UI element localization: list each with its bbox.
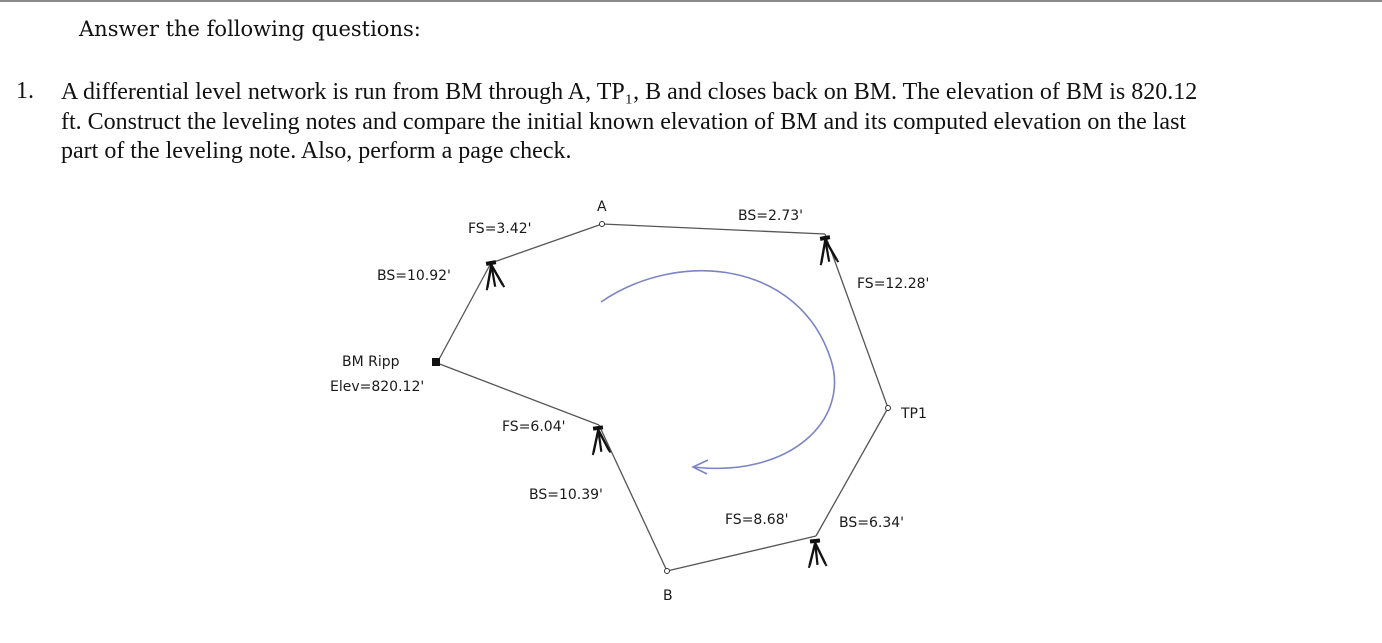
line-station3-to-b: [667, 536, 816, 571]
label-point-b: B: [663, 588, 673, 604]
bm-marker-icon: [432, 358, 440, 366]
label-bs-10.39: BS=10.39': [529, 487, 603, 503]
line-station4-to-bm: [437, 363, 599, 425]
label-fs-3.42: FS=3.42': [468, 221, 532, 237]
direction-arrow: [601, 271, 835, 469]
point-a-marker-icon: [600, 222, 605, 227]
line-a-to-station2: [602, 224, 825, 234]
point-b-marker-icon: [665, 569, 670, 574]
label-bs-6.34: BS=6.34': [839, 515, 904, 531]
level-instrument-icon: [806, 538, 827, 568]
label-bm-name: BM Ripp: [342, 354, 400, 370]
label-bs-2.73: BS=2.73': [738, 208, 803, 224]
section-heading: Answer the following questions:: [79, 17, 421, 41]
label-bm-elevation: Elev=820.12': [330, 379, 425, 395]
question-line: ft. Construct the leveling notes and compare the initial known elevation of BM and its computed elevation on the last: [61, 108, 1187, 135]
question-line: part of the leveling note. Also, perform a page check.: [61, 138, 572, 164]
tp1-marker-icon: [886, 406, 891, 411]
line-b-to-station4: [599, 425, 667, 571]
label-bs-10.92: BS=10.92': [377, 268, 451, 284]
label-fs-8.68: FS=8.68': [725, 512, 789, 528]
question-number: 1.: [16, 78, 34, 104]
label-point-a: A: [597, 199, 607, 215]
level-instrument-icon: [589, 425, 611, 455]
question-line: A differential level network is run from BM through A, TP₁, B and closes back on BM. The elevation of BM is 820.12: [61, 79, 1198, 105]
label-tp1: TP1: [901, 406, 927, 422]
label-fs-12.28: FS=12.28': [857, 276, 930, 292]
label-fs-6.04: FS=6.04': [502, 419, 566, 435]
